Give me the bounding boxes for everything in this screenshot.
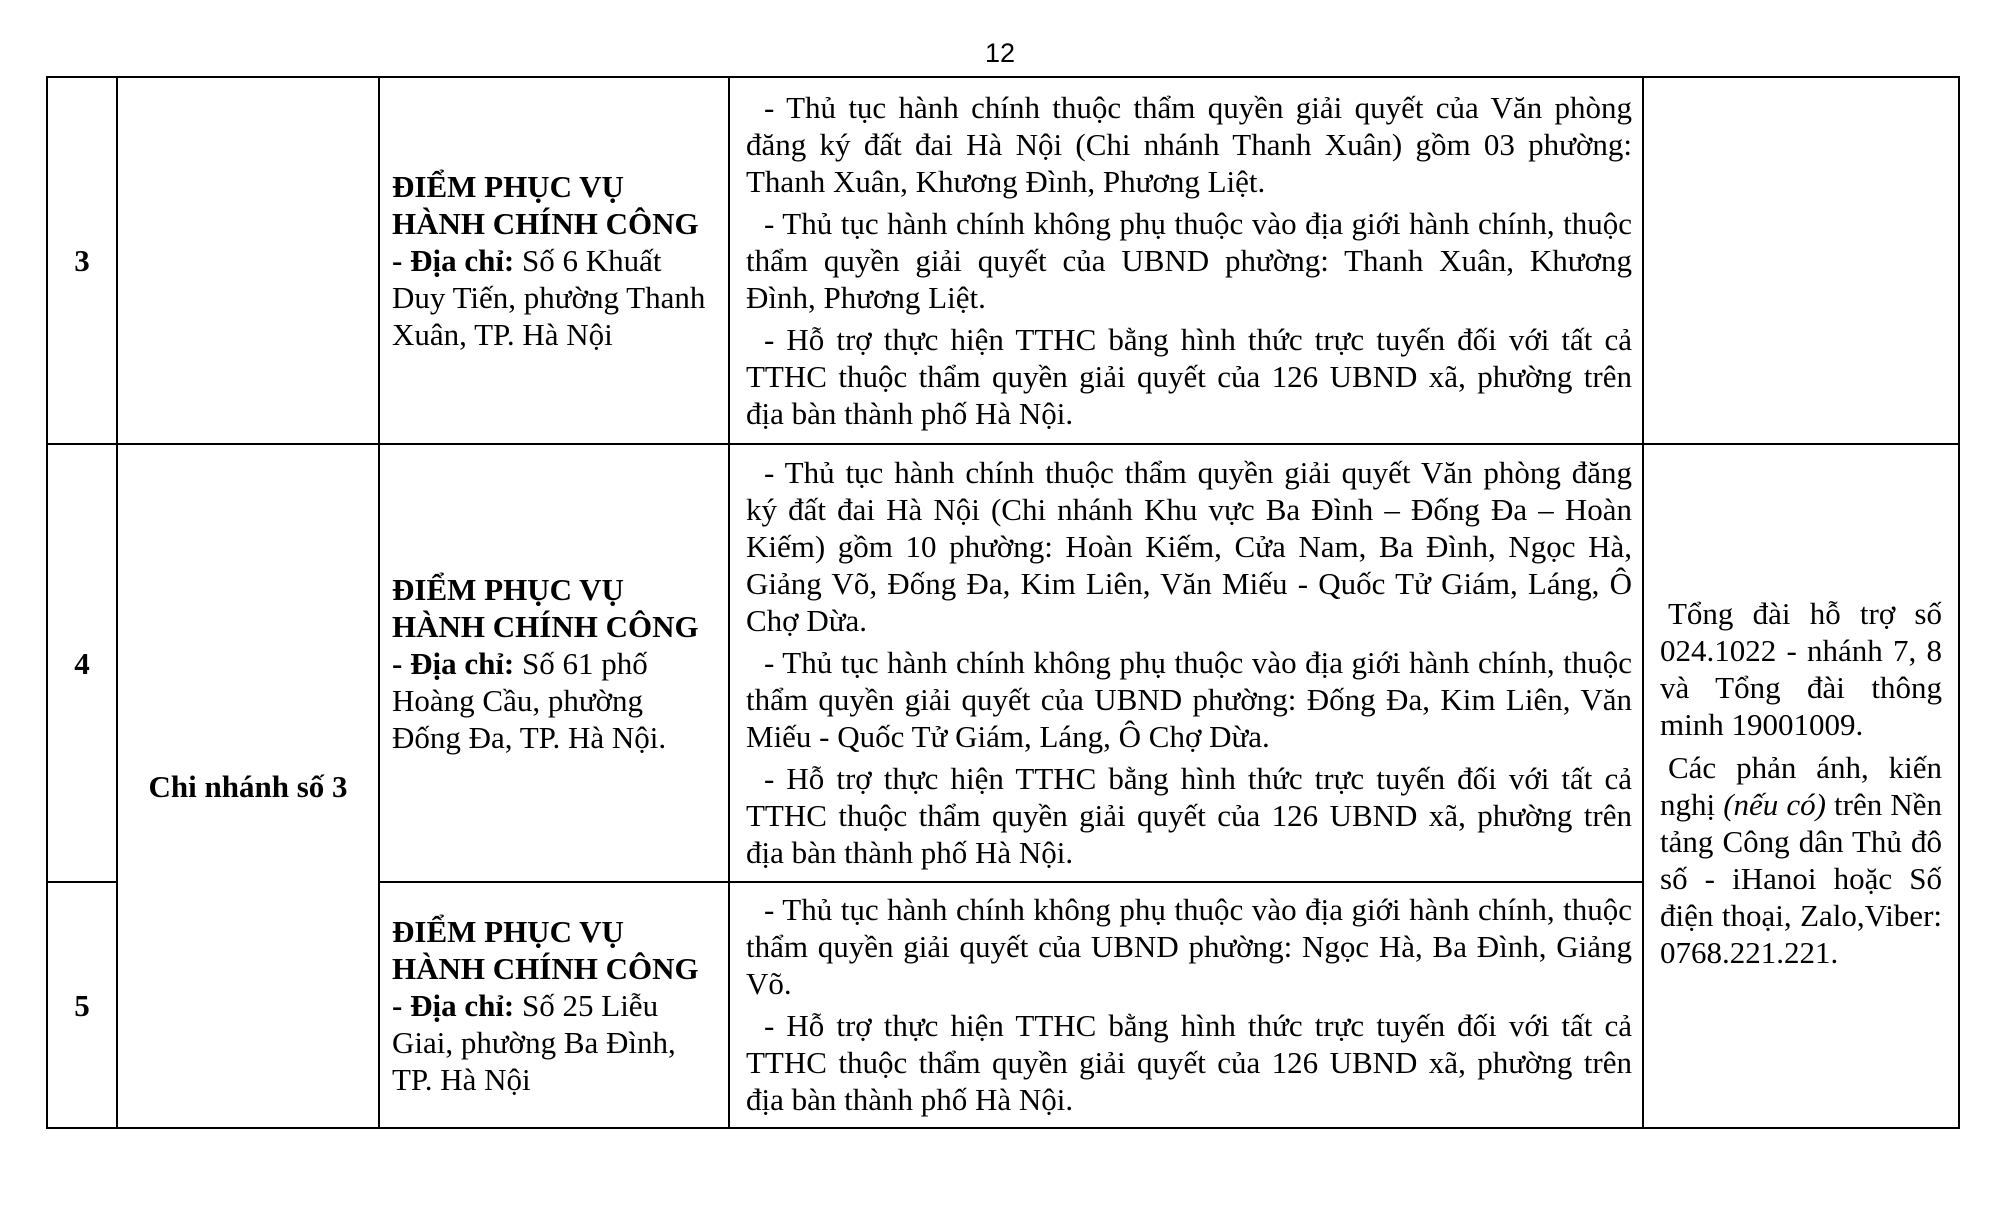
procedure-item: - Thủ tục hành chính không phụ thuộc vào địa giới hành chính, thuộc thẩm quyền giải quyết của UBND phường: Thanh Xuân, Khương Đình, Phương Liệt. [746,205,1632,315]
feedback-text [1660,749,1942,971]
support-cell-empty [1643,77,1959,444]
service-point-title: ĐIỂM PHỤC VỤ HÀNH CHÍNH CÔNG [392,169,699,241]
feedback-before: Các phản ánh, kiến nghị [1660,750,1942,822]
feedback-after: trên Nền tảng Công dân Thủ đô số - iHanoi hoặc Số điện thoại, Zalo,Viber: 0768.221.221. [1660,787,1942,970]
procedures-cell [729,882,1643,1128]
address-text: Số 6 Khuất Duy Tiến, phường Thanh Xuân, TP. Hà Nội [392,243,706,352]
branch-cell-empty [117,77,379,444]
procedure-item: - Hỗ trợ thực hiện TTHC bằng hình thức trực tuyến đối với tất cả TTHC thuộc thẩm quyền giải quyết của 126 UBND xã, phường trên địa bàn thành phố Hà Nội. [746,761,1632,870]
table-row-4 [47,444,1959,882]
support-contact-cell [1643,444,1959,1128]
service-point-cell [379,882,729,1128]
procedure-item: - Hỗ trợ thực hiện TTHC bằng hình thức trực tuyến đối với tất cả TTHC thuộc thẩm quyền giải quyết của 126 UBND xã, phường trên địa bàn thành phố Hà Nội. [746,1008,1632,1117]
procedure-item: - Thủ tục hành chính thuộc thẩm quyền giải quyết của Văn phòng đăng ký đất đai Hà Nội (Chi nhánh Thanh Xuân) gồm 03 phường: Thanh Xuân, Khương Đình, Phương Liệt. [746,89,1632,199]
feedback-italic: (nếu có) [1723,787,1826,822]
row-number: 3 [47,77,117,444]
hotline-text: Tổng đài hỗ trợ số 024.1022 - nhánh 7, 8 và Tổng đài thông minh 19001009. [1660,596,1942,742]
service-points-table [46,76,1960,1129]
table-row-3 [47,77,1959,444]
address-label: - Địa chỉ: [392,987,515,1023]
address-text: Số 61 phố Hoàng Cầu, phường Đống Đa, TP. Hà Nội. [392,645,667,755]
page-number: 12 [984,38,1016,68]
procedure-item: - Thủ tục hành chính không phụ thuộc vào địa giới hành chính, thuộc thẩm quyền giải quyết của UBND phường: Đống Đa, Kim Liên, Văn Miếu - Quốc Tử Giám, Láng, Ô Chợ Dừa. [746,645,1632,754]
address-label: - Địa chỉ: [392,243,515,278]
service-point-cell [379,77,729,444]
address-text: Số 25 Liễu Giai, phường Ba Đình, TP. Hà Nội [392,987,676,1097]
row-number: 5 [47,882,117,1128]
procedure-item: - Thủ tục hành chính không phụ thuộc vào địa giới hành chính, thuộc thẩm quyền giải quyết của UBND phường: Ngọc Hà, Ba Đình, Giảng Võ. [746,892,1632,1001]
service-point-title: ĐIỂM PHỤC VỤ HÀNH CHÍNH CÔNG [392,913,699,986]
service-point-cell [379,444,729,882]
address-label: - Địa chỉ: [392,645,515,681]
procedures-cell [729,77,1643,444]
procedures-cell [729,444,1643,882]
row-number: 4 [47,444,117,882]
service-point-title: ĐIỂM PHỤC VỤ HÀNH CHÍNH CÔNG [392,571,699,644]
procedure-item: - Thủ tục hành chính thuộc thẩm quyền giải quyết Văn phòng đăng ký đất đai Hà Nội (Chi nhánh Khu vực Ba Đình – Đống Đa – Hoàn Kiếm) gồm 10 phường: Hoàn Kiếm, Cửa Nam, Ba Đình, Ngọc Hà, Giảng Võ, Đống Đa, Kim Liên, Văn Miếu - Quốc Tử Giám, Láng, Ô Chợ Dừa. [746,455,1632,638]
branch-name: Chi nhánh số 3 [117,444,379,1128]
procedure-item: - Hỗ trợ thực hiện TTHC bằng hình thức trực tuyến đối với tất cả TTHC thuộc thẩm quyền giải quyết của 126 UBND xã, phường trên địa bàn thành phố Hà Nội. [746,321,1632,431]
